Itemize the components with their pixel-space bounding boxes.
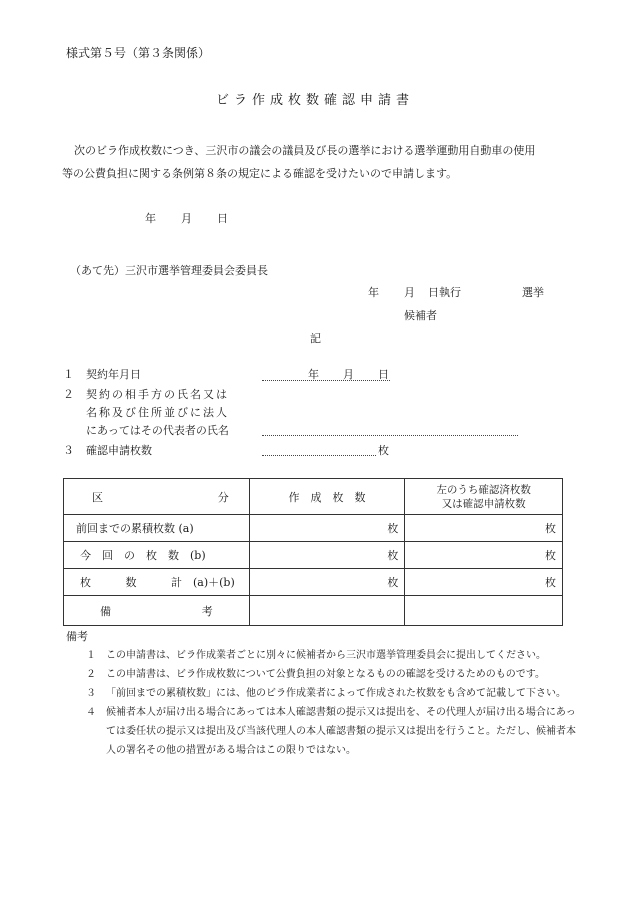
- row-total-unit-1: 枚: [387, 576, 399, 589]
- election-day-label: 日執行: [428, 286, 461, 299]
- row-previous-unit-2: 枚: [545, 522, 556, 535]
- item-2-line-1: 契約の相手方の氏名又は: [86, 388, 229, 401]
- item-1-month: 月: [343, 368, 354, 381]
- row-total-count-cell[interactable]: [249, 569, 405, 596]
- item-2-fill-line[interactable]: [262, 435, 518, 436]
- note-1-number: １: [86, 650, 96, 661]
- count-table: [63, 478, 563, 626]
- row-remarks-left: 備: [100, 604, 111, 618]
- date-month-label: 月: [181, 212, 192, 225]
- row-current-unit-1: 枚: [387, 549, 399, 562]
- row-current-count-cell[interactable]: [249, 542, 405, 569]
- item-1-label: 契約年月日: [86, 368, 141, 381]
- election-name-label: 選挙: [522, 286, 544, 299]
- note-3-number: ３: [86, 688, 96, 699]
- candidate-label: 候補者: [404, 309, 437, 322]
- ki-label: 記: [310, 332, 321, 345]
- row-remarks-right: 考: [201, 604, 213, 618]
- header-confirmed-line-2: 又は確認申請枚数: [441, 497, 526, 510]
- table-row-remarks: [64, 596, 563, 626]
- item-3-label: 確認申請枚数: [86, 444, 152, 457]
- row-total-label-right: 計 (a)＋(b): [170, 576, 235, 589]
- election-month-label: 月: [404, 286, 415, 299]
- form-title: ビラ作成枚数確認申請書: [215, 93, 414, 108]
- row-current-unit-2: 枚: [545, 549, 556, 562]
- row-previous-confirmed-cell[interactable]: [405, 515, 563, 542]
- item-1-day: 日: [378, 368, 389, 381]
- row-total-label-mid: 数: [125, 576, 137, 589]
- item-1-number: １: [63, 368, 74, 381]
- header-kubun: [64, 479, 250, 515]
- table-row: [64, 569, 563, 596]
- note-item: [86, 665, 576, 684]
- item-1-fill-line[interactable]: [262, 380, 390, 381]
- item-3-unit: 枚: [378, 444, 389, 457]
- item-2-number: ２: [63, 388, 74, 401]
- election-year-label: 年: [368, 286, 379, 299]
- row-previous-unit-1: 枚: [387, 522, 399, 535]
- note-4-text: 候補者本人が届け出る場合にあっては本人確認書類の提示又は提出を、その代理人が届け出る場合にあっては委任状の提示又は提出及び当該代理人の本人確認書類の提示又は提出を行うこと。ただし、候補者本人の署名その他の措置がある場合はこの限りではない。: [106, 707, 576, 756]
- row-total-label-left: 枚: [80, 576, 91, 589]
- row-current-confirmed-cell[interactable]: [405, 542, 563, 569]
- date-day-label: 日: [217, 212, 228, 225]
- header-kubun-left: 区: [92, 490, 103, 504]
- note-item: [86, 646, 576, 665]
- header-confirmed-line-1: 左のうち確認済枚数: [436, 483, 531, 496]
- item-3-fill-line[interactable]: [262, 455, 376, 456]
- note-item: [86, 684, 576, 703]
- row-previous-count-cell[interactable]: [249, 515, 405, 542]
- row-total-label: [64, 569, 250, 596]
- note-4-number: ４: [86, 707, 96, 718]
- row-remarks-cell-2[interactable]: [405, 596, 563, 626]
- header-confirmed: [405, 479, 563, 515]
- form-number: 様式第５号（第３条関係）: [66, 46, 211, 60]
- header-kubun-right: 分: [217, 490, 229, 504]
- addressee: （あて先）三沢市選挙管理委員会委員長: [70, 264, 268, 277]
- table-header-row: [64, 479, 563, 515]
- row-previous-label: 前回までの累積枚数 (a): [64, 515, 250, 542]
- note-item: [86, 703, 576, 760]
- intro-line-1: 次のビラ作成枚数につき、三沢市の議会の議員及び長の選挙における選挙運動用自動車の使用: [74, 144, 536, 157]
- intro-paragraph: [62, 139, 572, 185]
- note-2-number: ２: [86, 669, 96, 680]
- bikou-label: 備考: [66, 630, 88, 643]
- note-2-text: この申請書は、ビラ作成枚数について公費負担の対象となるものの確認を受けるためのものです。: [106, 669, 545, 680]
- intro-line-2: 等の公費負担に関する条例第８条の規定による確認を受けたいので申請します。: [62, 167, 458, 180]
- note-1-text: この申請書は、ビラ作成業者ごとに別々に候補者から三沢市選挙管理委員会に提出してください。: [106, 650, 546, 661]
- row-total-unit-2: 枚: [545, 576, 556, 589]
- note-3-text: 「前回までの累積枚数」には、他のビラ作成業者によって作成された枚数をも含めて記載して下さい。: [106, 688, 566, 699]
- row-current-label: 今 回 の 枚 数 (b): [64, 542, 250, 569]
- date-year-label: 年: [145, 212, 156, 225]
- header-sakusei: 作 成 枚 数: [249, 479, 405, 515]
- row-total-confirmed-cell[interactable]: [405, 569, 563, 596]
- item-2-line-3: にあってはその代表者の氏名: [86, 424, 229, 437]
- item-1-year: 年: [308, 368, 319, 381]
- table-row: [64, 542, 563, 569]
- row-remarks-cell-1[interactable]: [249, 596, 405, 626]
- item-3-number: ３: [63, 444, 74, 457]
- row-remarks-label: [64, 596, 250, 626]
- notes-list: [86, 646, 576, 760]
- item-2-line-2: 名称及び住所並びに法人: [86, 406, 229, 419]
- table-row: [64, 515, 563, 542]
